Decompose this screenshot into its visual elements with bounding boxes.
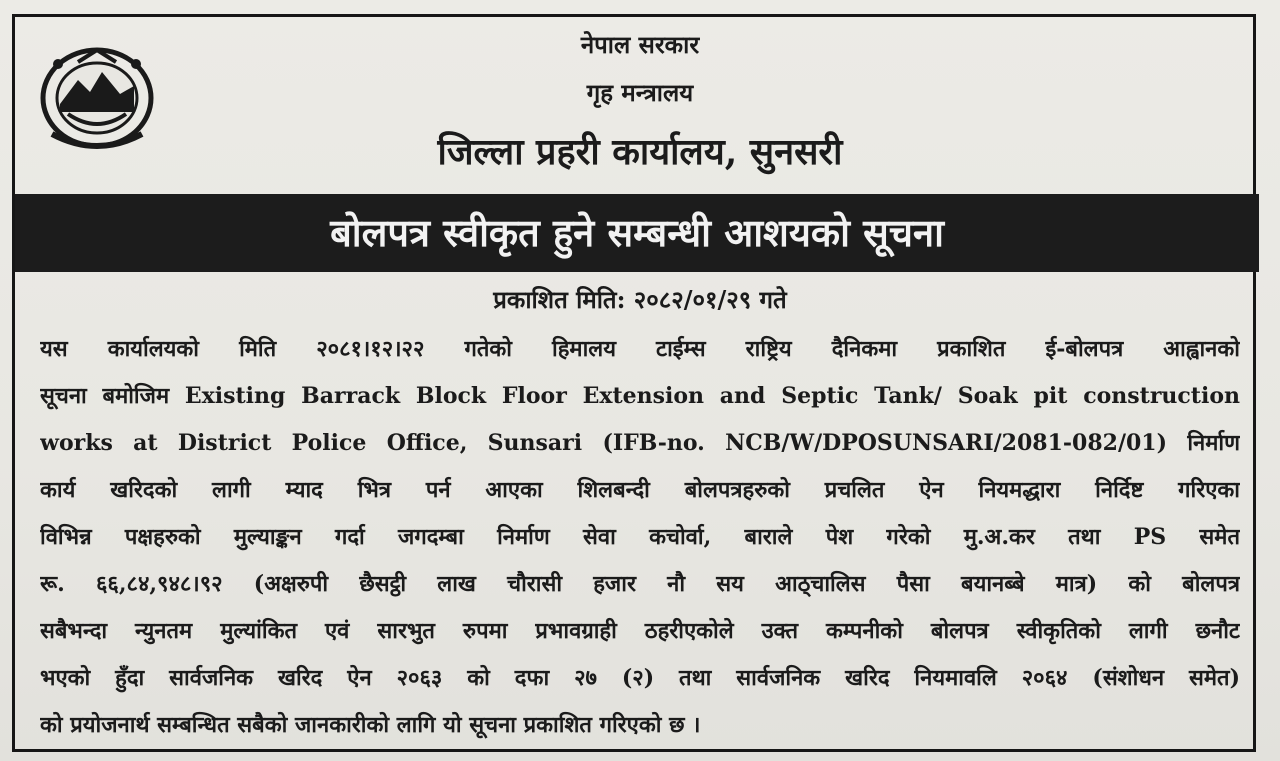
body-line: यस कार्यालयको मिति २०८१।१२।२२ गतेको हिमालय टाईम्स राष्ट्रिय दैनिकमा प्रकाशित ई-बोलपत्र आह्वानको [40, 336, 1240, 362]
government-title: नेपाल सरकार [580, 30, 700, 59]
body-line: को प्रयोजनार्थ सम्बन्धित सबैको जानकारीको लागि यो सूचना प्रकाशित गरिएको छ । [40, 712, 701, 738]
body-line: सूचना बमोजिम Existing Barrack Block Floor Extension and Septic Tank/ Soak pit construction [40, 383, 1240, 409]
published-date: प्रकाशित मिति: २०८२/०१/२९ गते [493, 285, 787, 314]
body-line: भएको हुँदा सार्वजनिक खरिद ऐन २०६३ को दफा २७ (२) तथा सार्वजनिक खरिद नियमावलि २०६४ (संशोधन समेत) [40, 665, 1240, 691]
body-line: रू. ६६,८४,९४८।९२ (अक्षरुपी छैसट्ठी लाख चौरासी हजार नौ सय आठ्चालिस पैसा बयानब्बे मात्र) को बोलपत्र [40, 571, 1240, 597]
body-line: विभिन्न पक्षहरुको मुल्याङ्कन गर्दा जगदम्बा निर्माण सेवा कचोर्वा, बाराले पेश गरेको मु.अ.कर तथा PS समेत [40, 524, 1240, 550]
notice-body [40, 326, 1240, 749]
notice-banner [15, 194, 1259, 272]
body-line: सबैभन्दा न्युनतम मुल्यांकित एवं सारभुत रुपमा प्रभावग्राही ठहरीएकोले उक्त कम्पनीको बोलपत्र स्वीकृतिको लागी छनौट [40, 618, 1240, 644]
ministry-title: गृह मन्त्रालय [586, 78, 694, 107]
body-line: works at District Police Office, Sunsari (IFB-no. NCB/W/DPOSUNSARI/2081-082/01) निर्माण [40, 430, 1240, 456]
body-line: कार्य खरिदको लागी म्याद भित्र पर्न आएका शिलबन्दी बोलपत्रहरुको प्रचलित ऐन नियमद्धारा निर्दिष्ट गरिएका [40, 477, 1240, 503]
notice-banner-title: बोलपत्र स्वीकृत हुने सम्बन्धी आशयको सूचना [330, 210, 944, 255]
office-title: जिल्ला प्रहरी कार्यालय, सुनसरी [437, 131, 843, 173]
